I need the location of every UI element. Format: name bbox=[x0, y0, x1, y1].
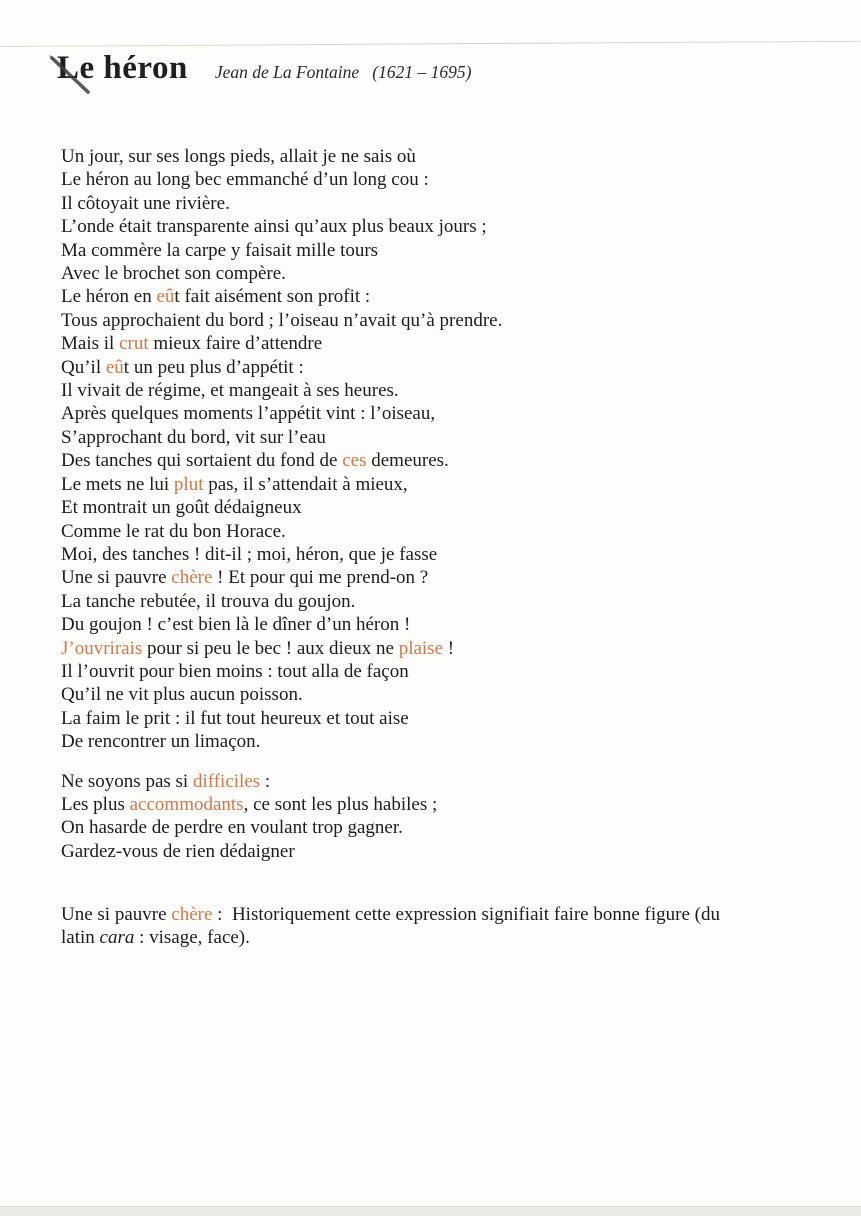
text-line bbox=[61, 903, 831, 926]
text-run: Moi, des tanches ! dit-il ; moi, héron, que je fasse bbox=[61, 543, 438, 565]
text-run: t fait aisément son profit : bbox=[174, 286, 371, 308]
text-run: latin bbox=[61, 927, 100, 949]
text-line bbox=[61, 356, 502, 379]
text-run: Qu’il bbox=[61, 356, 106, 378]
text-run: Ne soyons pas si bbox=[61, 770, 193, 792]
highlighted-word: eû bbox=[105, 356, 124, 378]
text-line bbox=[61, 285, 502, 308]
text-line bbox=[61, 402, 502, 425]
text-run: Le mets ne lui bbox=[61, 473, 174, 495]
text-run: Une si pauvre bbox=[61, 904, 172, 925]
text-run: , ce sont les plus habiles ; bbox=[243, 793, 438, 815]
text-run: Et montrait un goût dédaigneux bbox=[61, 497, 302, 519]
poem bbox=[61, 145, 502, 863]
text-run: demeures. bbox=[366, 450, 449, 472]
text-run: Après quelques moments l’appétit vint : l’oiseau, bbox=[61, 403, 436, 425]
text-run: Il vivait de régime, et mangeait à ses heures. bbox=[61, 380, 399, 402]
text-run: S’approchant du bord, vit sur l’eau bbox=[61, 426, 326, 448]
text-run: De rencontrer un limaçon. bbox=[61, 731, 261, 753]
text-line bbox=[61, 520, 502, 543]
text-run: Le héron en bbox=[61, 286, 157, 308]
text-run: Il côtoyait une rivière. bbox=[61, 192, 230, 214]
text-line bbox=[61, 309, 502, 332]
scan-margin-top bbox=[0, 0, 861, 46]
author-byline: Jean de La Fontaine (1621 – 1695) bbox=[214, 62, 472, 82]
text-line bbox=[61, 332, 502, 355]
text-run: pour si peu le bec ! aux dieux ne bbox=[142, 637, 399, 659]
footnote bbox=[61, 903, 831, 950]
stanza-1 bbox=[61, 145, 502, 754]
text-run: mieux faire d’attendre bbox=[148, 333, 323, 355]
text-line bbox=[61, 707, 502, 730]
text-run: Du goujon ! c’est bien là le dîner d’un héron ! bbox=[61, 614, 411, 636]
text-run: t un peu plus d’appétit : bbox=[123, 356, 304, 378]
text-line bbox=[61, 215, 502, 238]
text-line bbox=[61, 816, 502, 839]
text-line bbox=[61, 613, 502, 636]
text-run: Comme le rat du bon Horace. bbox=[61, 520, 286, 542]
document-header bbox=[57, 50, 471, 87]
page-title: Le héron bbox=[57, 50, 188, 86]
text-run: La tanche rebutée, il trouva du goujon. bbox=[61, 590, 356, 612]
highlighted-word: accommodants bbox=[129, 793, 244, 815]
scan-edge-bottom bbox=[0, 1206, 861, 1216]
text-line bbox=[61, 543, 502, 566]
highlighted-word: plut bbox=[173, 473, 204, 495]
text-line bbox=[61, 473, 502, 496]
text-run: Une si pauvre bbox=[61, 567, 172, 589]
text-line bbox=[61, 770, 502, 793]
text-line bbox=[61, 379, 502, 402]
highlighted-word: plaise bbox=[398, 637, 444, 659]
highlighted-word: J’ouvrirais bbox=[61, 637, 143, 659]
text-line bbox=[61, 730, 502, 753]
text-line bbox=[61, 496, 502, 519]
highlighted-word: chère bbox=[171, 567, 213, 589]
text-line bbox=[61, 566, 502, 589]
text-run: Avec le brochet son compère. bbox=[61, 263, 286, 285]
text-run: La faim le prit : il fut tout heureux et tout aise bbox=[61, 707, 409, 729]
highlighted-word: difficiles bbox=[192, 770, 261, 792]
text-line bbox=[61, 426, 502, 449]
highlighted-word: crut bbox=[119, 333, 149, 355]
text-run: Qu’il ne vit plus aucun poisson. bbox=[61, 684, 303, 706]
text-line bbox=[61, 840, 502, 863]
text-run: : bbox=[260, 770, 271, 792]
text-line bbox=[61, 683, 502, 706]
text-line bbox=[61, 926, 831, 949]
text-line bbox=[61, 192, 502, 215]
text-run: ! Et pour qui me prend-on ? bbox=[212, 567, 429, 589]
text-run: pas, il s’attendait à mieux, bbox=[203, 473, 408, 495]
text-run: Mais il bbox=[61, 333, 120, 355]
text-line bbox=[61, 637, 502, 660]
italic-word: cara bbox=[99, 927, 135, 949]
text-line bbox=[61, 168, 502, 191]
text-run: Les plus bbox=[61, 793, 130, 815]
text-line bbox=[61, 239, 502, 262]
text-run: Tous approchaient du bord ; l’oiseau n’avait qu’à prendre. bbox=[61, 309, 503, 331]
text-run: Gardez-vous de rien dédaigner bbox=[61, 840, 295, 862]
highlighted-word: ces bbox=[342, 450, 367, 472]
text-run: Ma commère la carpe y faisait mille tours bbox=[61, 239, 379, 261]
highlighted-word: eû bbox=[156, 286, 175, 308]
text-line bbox=[61, 590, 502, 613]
text-line bbox=[61, 793, 502, 816]
text-line bbox=[61, 449, 502, 472]
text-run: ! bbox=[443, 637, 455, 659]
text-run: Il l’ouvrit pour bien moins : tout alla de façon bbox=[61, 660, 409, 682]
highlighted-word: chère bbox=[171, 904, 213, 925]
text-line bbox=[61, 145, 502, 168]
text-run: L’onde était transparente ainsi qu’aux plus beaux jours ; bbox=[61, 216, 487, 238]
stanza-2 bbox=[61, 770, 502, 864]
text-run: : Historiquement cette expression signifiait faire bonne figure (du bbox=[212, 904, 720, 925]
text-run: Un jour, sur ses longs pieds, allait je ne sais où bbox=[61, 146, 416, 167]
text-run: Le héron au long bec emmanché d’un long cou : bbox=[61, 169, 429, 191]
text-run: Des tanches qui sortaient du fond de bbox=[61, 450, 343, 472]
text-run: : visage, face). bbox=[134, 927, 250, 949]
text-line bbox=[61, 262, 502, 285]
text-line bbox=[61, 660, 502, 683]
text-run: On hasarde de perdre en voulant trop gagner. bbox=[61, 817, 403, 839]
